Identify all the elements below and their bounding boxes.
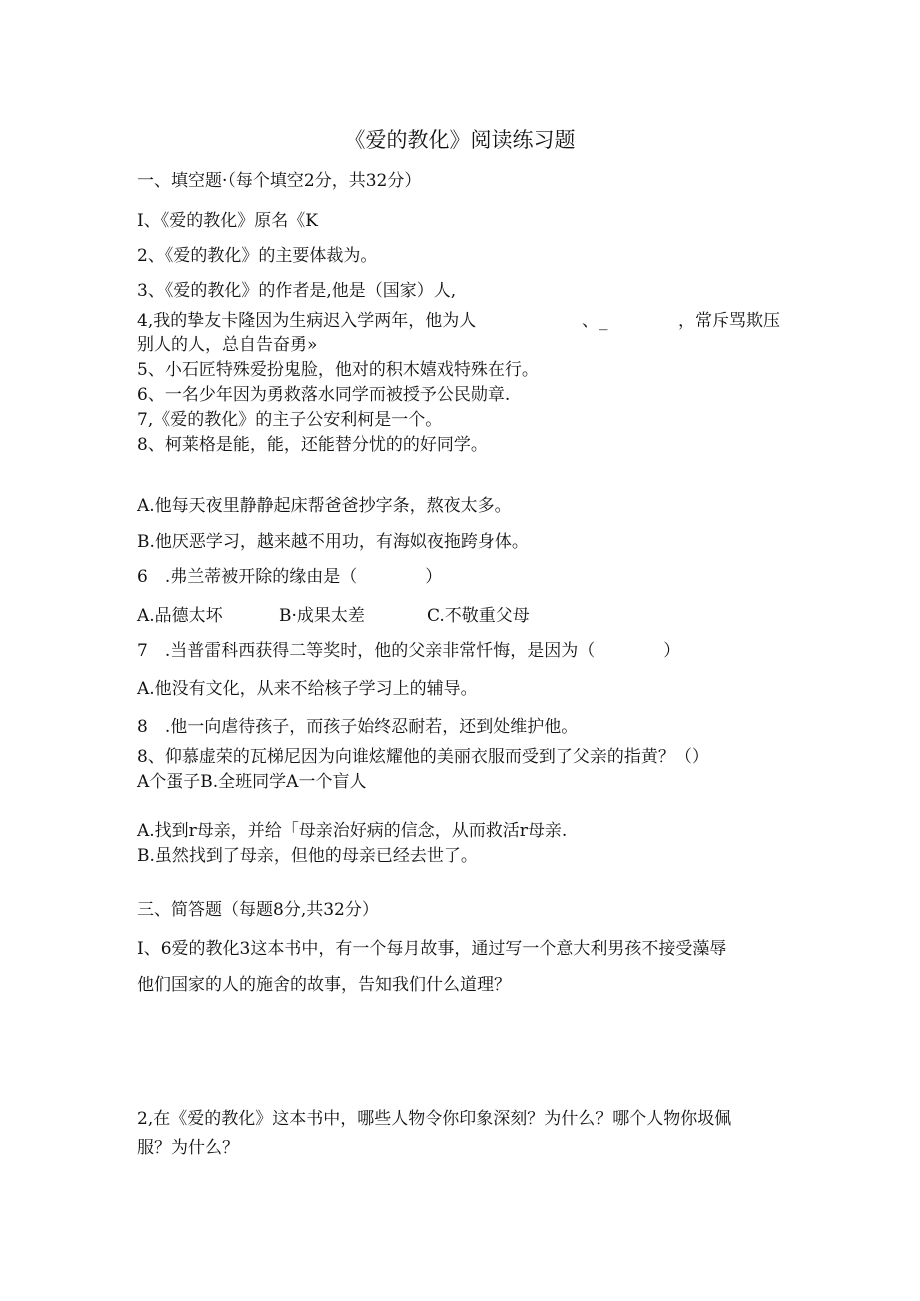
question-6b-option-c: C.不敬重父母 [427, 606, 530, 626]
question-7b: 7 .当普雷科西获得二等奖时，他的父亲非常忏悔，是因为（ ） [137, 641, 681, 661]
question-4-line-2: 别人的人，总自告奋勇» [137, 335, 318, 355]
question-8b: 8 .他一向虐待孩子，而孩子始终忍耐若，还到处维护他。 [137, 717, 579, 737]
question-5: 5、小石匠特殊爱扮鬼脸，他对的积木嬉戏特殊在行。 [137, 360, 539, 380]
question-7: 7,《爱的教化》的主子公安利柯是一个。 [137, 410, 443, 430]
question-3: 3、《爱的教化》的作者是,他是（国家）人, [137, 281, 457, 301]
question-4-part-1: 4,我的挚友卡隆因为生病迟入学两年，他为人 [137, 311, 477, 331]
page-title: 《爱的教化》阅读练习题 [344, 128, 576, 152]
question-7b-option-a: A.他没有文化，从来不给核子学习上的辅导。 [137, 679, 478, 699]
option-b-2: B.虽然找到了母亲，但他的母亲已经去世了。 [137, 846, 478, 866]
option-b-1: B.他厌恶学习，越来越不用功，有海姒夜拖跨身体。 [137, 532, 529, 552]
question-8c: 8、仰慕虚荣的瓦梯尼因为向谁炫耀他的美丽衣服而受到了父亲的指黄？（） [137, 747, 709, 767]
short-answer-2-line-1: 2,在《爱的教化》这本书中，哪些人物令你印象深刻？为什么？哪个人物你圾佩 [137, 1109, 732, 1129]
question-8c-options: A个蛋子B.全班同学A一个盲人 [137, 772, 367, 792]
short-answer-1-line-2: 他们国家的人的施舍的故事，告知我们什么道理？ [137, 975, 511, 995]
option-a-2: A.找到r母亲，并给「母亲治好病的信念，从而救活r母亲. [137, 821, 568, 841]
section-1-header: 一、填空题·（每个填空2分，共32分） [137, 171, 422, 191]
question-6b-option-a: A.品德太坏 [137, 606, 223, 626]
question-6: 6、一名少年因为勇救落水同学而被授予公民勋章. [137, 385, 511, 405]
question-4-blank-mark: 、_ [582, 311, 608, 331]
section-3-header: 三、简答题（每题8分,共32分） [137, 900, 379, 920]
short-answer-1-line-1: I、6爱的教化3这本书中，有一个每月故事，通过写一个意大利男孩不接受藻辱 [137, 939, 727, 959]
question-4-part-2: ，常斥骂欺压 [678, 311, 780, 331]
question-6b: 6 .弗兰蒂被开除的缘由是（ ） [137, 567, 443, 587]
question-6b-option-b: B·成果太差 [279, 606, 365, 626]
question-2: 2、《爱的教化》的主要体裁为。 [137, 246, 378, 266]
option-a-1: A.他每天夜里静静起床帮爸爸抄字条，熬夜太多。 [137, 496, 512, 516]
short-answer-2-line-2: 服？为什么？ [137, 1138, 239, 1158]
question-1: I、《爱的教化》原名《K [137, 211, 318, 231]
question-8: 8、柯莱格是能，能，还能替分忧的的好同学。 [137, 435, 488, 455]
